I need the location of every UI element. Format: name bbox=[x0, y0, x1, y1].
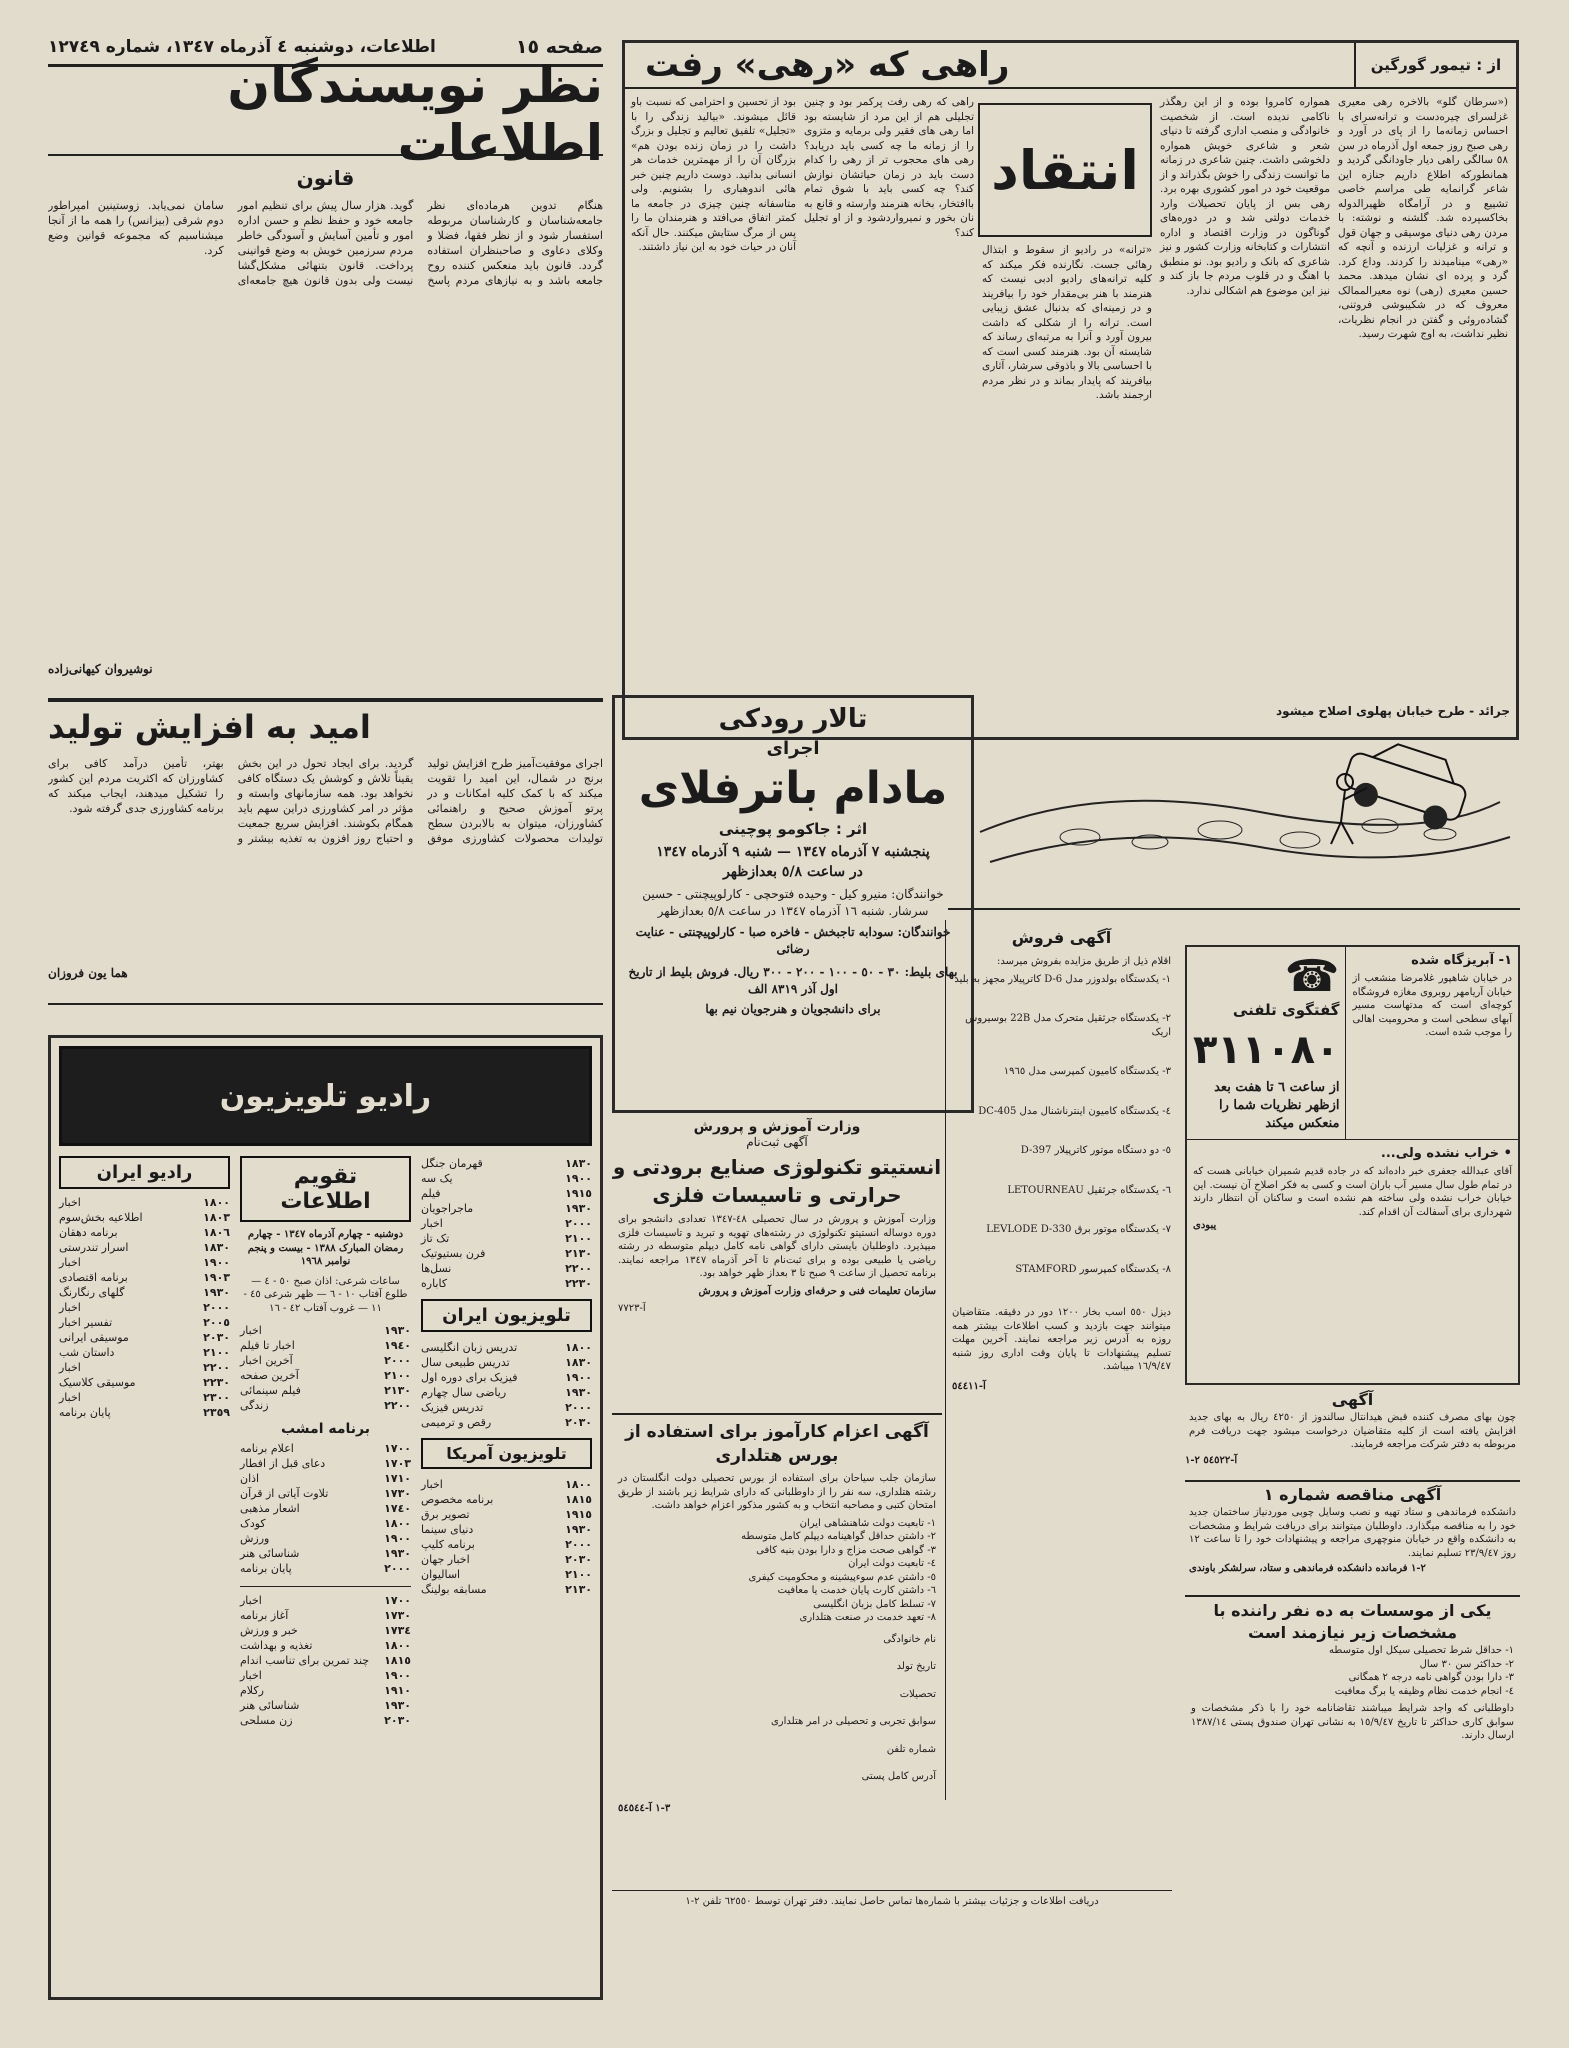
program-tonight-label: برنامه امشب bbox=[280, 1421, 371, 1437]
ministry-org: وزارت آموزش و پرورش bbox=[693, 1119, 861, 1135]
paper-info: اطلاعات، دوشنبه ٤ آذرماه ١٣٤٧، شماره ١٢٧٤٩ bbox=[48, 37, 436, 57]
program-row: ١٩٣٠ ماجراجویان bbox=[421, 1202, 592, 1215]
notice-body: چون بهای مصرف کننده قبض هیدانتال سالندوز از ٤٢٥٠ ریال به بهای جدید افزایش یافته است از کلیه متقاضیان درخواست میشود جهت دریافت فرم مربوطه به دفتر شرکت مراجعه فرمایند. bbox=[1189, 1412, 1516, 1450]
program-row: ١٩٠٠ اخبار bbox=[59, 1256, 230, 1269]
program-row: ٢٠٣٠ زن مسلحی bbox=[240, 1714, 411, 1727]
program-row: ١٧٤٠ اشعار مذهبی bbox=[240, 1502, 411, 1515]
tv-program-col-5 bbox=[240, 1586, 411, 1728]
program-row: ٢٠٣٠ رقص و ترمیمی bbox=[421, 1416, 592, 1429]
program-row: ١٩٤٠ اخبار تا فیلم bbox=[240, 1339, 411, 1352]
opera-dates: پنجشنبه ٧ آذرماه ١٣٤٧ — شنبه ٩ آذرماه ١٣٤٧ bbox=[656, 844, 930, 860]
opinion-signature: نوشیروان کیهانی‌زاده bbox=[48, 662, 153, 676]
program-row: ١٩١٠ رکلام bbox=[240, 1684, 411, 1697]
taqvim-date: دوشنبه - چهارم آذرماه ١٣٤٧ - چهارم رمضان المبارک ١٣٨٨ - بیست و پنجم نوامبر ١٩٦٨ bbox=[247, 1229, 404, 1267]
program-row: ١٧٠٣ دعای قبل از افطار bbox=[240, 1457, 411, 1470]
phone-item2-title: • خراب نشده ولی... bbox=[1380, 1146, 1512, 1161]
form-field: سوابق تجربی و تحصیلی در امر هتلداری bbox=[770, 1716, 936, 1727]
tv-america-logo: تلویزیون آمریکا bbox=[421, 1438, 592, 1469]
ministry-ad bbox=[612, 1115, 942, 1415]
tender-title: آگهی مناقصه شماره ١ bbox=[1263, 1485, 1442, 1504]
program-row: ٢١٣٠ فیلم سینمائی bbox=[240, 1384, 411, 1397]
production-body: اجرای موفقیت‌آمیز طرح افزایش تولید برنج در شمال، این امید را تقویت میکند که با کمک کلیه امکانات و در پرتو آموزش صحیح و راهنمائی کشاورزان، میتوان به بالابردن سطح تولیدات محصولات کشاورزی موفق گردید. برای ایجاد تحول در این بخش یقیناً تلاش و کوشش یک دستگاه کافی نخواهد بود. همه سازمانهای وابسته و مؤثر در امر کشاورزی دراین سهم باید همگام بکوشند. افزایش سریع جمعیت و احتیاج روز افزون به تغذیه بیشتر و بهتر، تأمین درآمد کافی برای کشاورزان که اکثریت مردم این کشور را تشکیل میدهند، ایجاب میکند که برنامه کشاورزی جدی گرفته شود. bbox=[48, 757, 603, 845]
sale-item: ٣- یکدستگاه کامیون کمپرسی مدل ١٩٦٥ bbox=[1003, 1066, 1171, 1077]
program-row: ١٧١٠ اذان bbox=[240, 1472, 411, 1485]
program-row: ٢٣٥٩ پایان برنامه bbox=[59, 1406, 230, 1419]
recruit-item: ٢- حداکثر سن ٣٠ سال bbox=[1419, 1658, 1514, 1670]
ministry-body: وزارت آموزش و پرورش در سال تحصیلی ٤٨-١٣٤٧ تعدادی دانشجو برای دوره دوساله انستیتو تکنولوژی در رشته‌های تهویه و تبرید و تاسیسات فلزی میپذیرد. داوطلبان بایستی دارای گواهی نامه کامل دیپلم متوسطه در رشته ریاضی یا طبیعی بوده و برای ثبت‌نام تا آخر آذرماه ١٣٤٧ مراجعه نمایند. برنامه تحصیل از ساعت ٩ صبح تا ٣ بعداز ظهر خواهد بود. bbox=[618, 1214, 936, 1279]
program-row: ١٨٠٠ کودک bbox=[240, 1517, 411, 1530]
program-row: ١٨٠٠ اخبار bbox=[59, 1196, 230, 1209]
tender-code: ٢-١ فرمانده دانشکده فرماندهی و ستاد، سرلشکر باوندی bbox=[1189, 1563, 1426, 1574]
program-row: ١٨٠٠ اخبار bbox=[421, 1478, 592, 1491]
opinion-body: هنگام تدوین هرماده‌ای نظر جامعه‌شناسان و کارشناسان مربوطه استفسار شود و از نظر فقها، فضلا و وکلای دعاوی و صاحبنظران استفاده گردد. قانون باید منعکس کننده روح جامعه باشد و به نیازهای مردم پاسخ گوید. هزار سال پیش برای تنظیم امور جامعه خود و حفظ نظم و حسن اداره امور و تأمین آسایش و آسودگی خاطر مردم سرزمین خویش به وضع قوانینی پرداخت. قانون بتنهائی مشکل‌گشا نیست ولی بدون قانون هیچ جامعه‌ای سامان نمی‌یابد. زوستینین امپراطور دوم شرقی (بیزانس) را همه ما از آنجا میشناسیم که مجموعه قوانین وضع کرد. bbox=[48, 199, 603, 287]
program-row: ١٧٣٤ خبر و ورزش bbox=[240, 1624, 411, 1637]
tv-radio-section bbox=[48, 1035, 603, 2000]
trainee-title: آگهی اعزام کارآموز برای استفاده از بورس هتلداری bbox=[625, 1422, 929, 1466]
section-label: انتقاد bbox=[991, 138, 1139, 202]
opera-name: مادام باترفلای bbox=[638, 763, 948, 814]
program-row: ٢٢٠٠ اخبار bbox=[59, 1361, 230, 1374]
program-row: ٢٠٣٠ اخبار جهان bbox=[421, 1553, 592, 1566]
bottom-note: دریافت اطلاعات و جزئیات بیشتر با شماره‌ها تماس حاصل نمایند. دفتر تهران توسط ٦٢٥٥٠ تلفن ٢-١ bbox=[612, 1890, 1172, 1909]
form-field: تحصیلات bbox=[899, 1688, 936, 1700]
tender-body: دانشکده فرماندهی و ستاد تهیه و نصب وسایل چوبی موردنیاز ساختمان جدید خود را به مناقصه میگذارد. داوطلبان میتوانند برای دریافت شرایط و مشخصات به دانشکده واقع در خیابان منوچهری مراجعه و پیشنهادات خود را تا ساعت ١٢ روز ٢٣/٩/٤٧ تسلیم نمایند. bbox=[1189, 1507, 1516, 1559]
phone-item1-title: ١- آبریزگاه شده bbox=[1411, 953, 1512, 968]
ministry-title: انستیتو تکنولوژی صنایع برودتی و حرارتی و تاسیسات فلزی bbox=[612, 1155, 942, 1207]
phone-signature: یبودی bbox=[1193, 1220, 1217, 1231]
program-row: ٢١٠٠ آخرین صفحه bbox=[240, 1369, 411, 1382]
opinion-banner: نظر نویسندگان اطلاعات bbox=[48, 74, 603, 156]
program-row: ١٩٠٠ اخبار bbox=[240, 1669, 411, 1682]
recruit-item: ١- حداقل شرط تحصیلی سیکل اول متوسطه bbox=[1329, 1645, 1514, 1656]
taqvim-prayer: ساعات شرعی: اذان صبح ٥٠ - ٤ — طلوع آفتاب ١٠ - ٦ — ظهر شرعی ٤٥ - ١١ — غروب آفتاب ٤٢ - ١٦ bbox=[243, 1275, 408, 1314]
section-badge bbox=[978, 103, 1152, 237]
notice-title: آگهی bbox=[1331, 1390, 1374, 1409]
recruit-ad bbox=[1185, 1600, 1520, 1800]
program-row: ٢١٠٠ اسالیوان bbox=[421, 1568, 592, 1581]
program-row: ١٨٠٣ اطلاعیه بخش‌سوم bbox=[59, 1211, 230, 1224]
trainee-code: ٣-١ آ-٥٤٥٤٤ bbox=[618, 1802, 671, 1814]
page-number: صفحه ١٥ bbox=[515, 36, 603, 58]
recruit-body: داوطلبانی که واجد شرایط میباشند تقاضانامه خود را با ذکر مشخصات و سوابق کاری حداکثر تا تاریخ ١٥/٩/٤٧ به نشانی تهران صندوق پستی ١٣٨٧/١٤ ارسال دارند. bbox=[1191, 1703, 1514, 1741]
trainee-condition: ٥- داشتن عدم سوءپیشینه و محکومیت کیفری bbox=[748, 1571, 936, 1583]
ministry-footer: سازمان تعلیمات فنی و حرفه‌ای وزارت آموزش و پرورش bbox=[698, 1285, 936, 1297]
sale-title: آگهی فروش bbox=[1011, 928, 1112, 947]
notice-code: آ-٥٤٥٢٢ ٢-١ bbox=[1185, 1454, 1238, 1466]
ministry-code: آ-٧٧٢٣ bbox=[618, 1303, 646, 1314]
program-row: ١٩٠٣ برنامه اقتصادی bbox=[59, 1271, 230, 1284]
program-row: ١٩٠٠ ورزش bbox=[240, 1532, 411, 1545]
sale-item: ٥- دو دستگاه موتور کاترپیلار D-397 bbox=[1020, 1145, 1171, 1156]
tv-program-col-c bbox=[421, 1477, 592, 1597]
sale-item: ٦- یکدستگاه جرثقیل LETOURNEAU bbox=[1007, 1184, 1171, 1196]
production-signature: هما یون فروزان bbox=[48, 966, 128, 980]
trainee-condition: ٤- تابعیت دولت ایران bbox=[848, 1558, 936, 1569]
program-row: ٢١٣٠ مسابقه بولینگ bbox=[421, 1583, 592, 1596]
program-row: ١٩٠٠ یک سه bbox=[421, 1172, 592, 1185]
program-row: ٢١٠٠ تک تاز bbox=[421, 1232, 592, 1245]
program-row: ١٨٠٦ برنامه دهقان bbox=[59, 1226, 230, 1239]
program-row: ١٨٣٠ قهرمان جنگل bbox=[421, 1157, 592, 1170]
recruit-item: ٤- انجام خدمت نظام وظیفه یا برگ معافیت bbox=[1334, 1685, 1514, 1697]
tv-iran-logo: تلویزیون ایران bbox=[421, 1299, 592, 1332]
program-row: ٢٠٠٠ پایان برنامه bbox=[240, 1562, 411, 1575]
program-row: ١٧٠٠ اخبار bbox=[240, 1594, 411, 1607]
form-field: نام خانوادگی bbox=[883, 1633, 936, 1645]
phone-item2: آقای عبدالله جعفری خبر داده‌اند که در جاده قدیم شمیران خیابانی هست که در تمام طول سال مسیر آب باران است و کسی به فکر اصلاح آن نیست. این خیابان خراب نشده ولی ساخته هم نشده است و ساکنان آن انتظار دارند شهرداری برای آسفالت آن اقدام کند. bbox=[1193, 1166, 1512, 1218]
trainee-condition: ٦- داشتن کارت پایان خدمت یا معافیت bbox=[777, 1585, 936, 1596]
program-row: ١٨٠٠ تدریس زبان انگلیسی bbox=[421, 1341, 592, 1354]
radio-tv-logo bbox=[59, 1046, 592, 1146]
form-field: شماره تلفن bbox=[886, 1743, 936, 1755]
program-row: ١٩٣٠ شناسائی هنر bbox=[240, 1547, 411, 1560]
hall-for: اجرای bbox=[766, 738, 820, 759]
trainee-ad bbox=[612, 1420, 942, 1890]
program-row: ٢٠٠٠ اخبار bbox=[59, 1301, 230, 1314]
production-article bbox=[48, 700, 603, 1005]
trainee-body: سازمان جلب سیاحان برای استفاده از بورس تحصیلی دولت انگلستان در رشته هتلداری، سه نفر را از داوطلبانی که دارای شرایط زیر باشند از طریق امتحان کتبی و مصاحبه انتخاب و به کشور مذکور اعزام خواهد داشت. bbox=[618, 1473, 936, 1511]
program-row: ١٩٣٠ دنیای سینما bbox=[421, 1523, 592, 1536]
sale-code: آ-٥٤٤١١ bbox=[952, 1380, 986, 1392]
article-col-2: همواره کامروا بوده و از این رهگذر ناکامی ندیده است. از شخصیت خانوادگی و منصب اداری گرفته تا دنیای شعر و شاعری خویش همواره دلخوشی داشت. چنین شاعری در زمانه ما توانست زندگی را خوش بگذراند و از موقعیت خود در امور کشوری بهره برد. رهی بس از پایان تحصیلات وارد خدمات دولتی شد و در دوره‌های گوناگون در وزارت اقتصاد و اداره انتشارات و کتابخانه وزارت کشور و نیز شاعری که بانک و رادیو بود. نو منطبق با اهنگ و در قلوب مردم جا باز کند و نیز این موضوع هم اشکالی ندارد. bbox=[1160, 96, 1330, 297]
program-row: ١٨٣٠ اسرار تندرستی bbox=[59, 1241, 230, 1254]
form-field: آدرس کامل پستی bbox=[861, 1771, 936, 1782]
program-row: ١٨٣٠ تدریس طبیعی سال bbox=[421, 1356, 592, 1369]
trainee-conditions bbox=[612, 1517, 942, 1625]
article-title: راهی که «رهی» رفت bbox=[645, 45, 1010, 85]
article-col-4: راهی که رهی رفت پرکمر بود و چنین تجلیلی هم از این مرد از شایسته بود اما رهی های فقیر ولی برمایه و متزوی را از زمانه ما چه کسی باید دریابد؟ رهی های محجوب تر از رهی را کدام دست باید در زمان حیاتشان نوازش کند؟ چه کسی باید با شوق تمام باافتخار، بخانه هنرمند وارسته و قانع به نان بخور و نمیرواردشود و از او تجلیل کند؟ bbox=[804, 96, 974, 239]
phone-hours: از ساعت ٦ تا هفت بعد ازظهر نظریات شما را منعکس میکند bbox=[1214, 1080, 1340, 1131]
production-title: امید به افزایش تولید bbox=[48, 708, 371, 746]
program-row: ١٩٣٠ ریاضی سال چهارم bbox=[421, 1386, 592, 1399]
article-author: از : تیمور گورگین bbox=[1354, 43, 1516, 87]
opinion-subtitle: قانون bbox=[296, 166, 355, 190]
sale-item: ٤- یکدستگاه کامیون اینترناشنال مدل DC-405 bbox=[978, 1105, 1171, 1117]
radio-tv-label: رادیو تلویزیون bbox=[219, 1078, 432, 1114]
recruit-title: یکی از موسسات به ده نفر راننده با مشخصات زیر نیازمند است bbox=[1213, 1601, 1492, 1642]
program-row: ٢٠٠٥ تفسیر اخبار bbox=[59, 1316, 230, 1329]
program-row: ١٧٣٠ تلاوت آیاتی از قرآن bbox=[240, 1487, 411, 1500]
program-row: ١٧٠٠ اعلام برنامه bbox=[240, 1442, 411, 1455]
program-row: ١٩٣٠ اخبار bbox=[240, 1324, 411, 1337]
program-row: ٢٣٠٠ اخبار bbox=[59, 1391, 230, 1404]
program-row: ١٧٣٠ آغاز برنامه bbox=[240, 1609, 411, 1622]
program-row: ١٨١٥ چند تمرین برای تناسب اندام bbox=[240, 1654, 411, 1667]
ministry-kind: آگهی ثبت‌نام bbox=[746, 1135, 808, 1149]
program-row: ١٨٠٠ تغذیه و بهداشت bbox=[240, 1639, 411, 1652]
taqvim-title: تقویم اطلاعات bbox=[240, 1156, 411, 1222]
opera-singers-2: خوانندگان: سودابه تاجبخش - فاخره صبا - کارلوپیچنتی - عنایت رضائی bbox=[635, 925, 951, 956]
tv-program-col-b bbox=[421, 1340, 592, 1430]
sale-item: ٧- یکدستگاه موتور برق LEVLODE D-330 bbox=[986, 1224, 1171, 1235]
tv-program-col-2b bbox=[240, 1441, 411, 1576]
tender-ad bbox=[1185, 1485, 1520, 1597]
sale-ad bbox=[945, 920, 1177, 1800]
program-row: ١٩٣٠ گلهای رنگارنگ bbox=[59, 1286, 230, 1299]
program-row: ٢٢٣٠ موسیقی کلاسیک bbox=[59, 1376, 230, 1389]
sale-item: ٢- یکدستگاه جرثقیل متحرک مدل 22B بوسیروس اریک bbox=[965, 1013, 1171, 1038]
cartoon-caption: جرائد - طرح خیابان پهلوی اصلاح میشود bbox=[1276, 704, 1510, 718]
radio-program-col bbox=[59, 1195, 230, 1420]
article-col-5: بود از تحسین و احترامی که نسبت باو قائل میشوند. «بیالید زندگی را با «تجلیل» تلفیق تعالیم و تجلیل و بزرگ داشت را در زمان زنده بودن هم» بزرگان آن را از مهمترین خدمات هر انسانی بدانید. دوست داریم چنین خبر هائی اندوهباری را بشنویم. ولی متاسفانه چنین چیزی در جامعه ما کمتر اتفاق می‌افتد و هنرمندان ما را پس از مرگ ستایش میکنند. حال آنکه آنان در حیات خود به این نیاز داشتند. bbox=[631, 96, 796, 253]
program-row: ٢١٣٠ فرن بستیوتیک bbox=[421, 1247, 592, 1260]
tv-program-col-2 bbox=[240, 1323, 411, 1413]
article-col-3: «ترانه» در رادیو از سقوط و ابتذال رهائی جست. نگارنده فکر میکند که کلیه ترانه‌های رادیو ادبی نیست که هنرمند با هنر بی‌مقدار خود را بیافریند و در زمینه‌ای که بدنبال عشق زیبایی است. ترانه را از شکلی که داشت بیرون آورد و آنرا به مرتبه‌ای رساند که شایسته آن بود. هنرمند کسی است که با احساسی بالا و باذوقی سرشار، آثاری بیافریند که پایدار بماند و در نظر مردم ارجمند باشد. bbox=[982, 244, 1152, 401]
trainee-condition: ١- تابعیت دولت شاهنشاهی ایران bbox=[799, 1517, 936, 1529]
article-col-1: («سرطان گلو» بالاخره رهی معیری غزلسرای چیره‌دست و ترانه‌سرای با احساس زمانه‌ما را از پای در آورد و رهی صبح روز جمعه اول آذرماه در سن ٥٨ سالگی راهی دیار جاودانگی گردید و همانطورکه اطلاع داریم جنازه این شاعر گرانمایه طی مراسم خاصی تشییع و در آرامگاه ظهیرالدوله بخاکسپرده شد. گلشنه و نوشته: با مردن رهی دنیای موسیقی و جهان قول و ترانه و غزلیات ارزنده و آنچه که «رهی» مینامیدند را کردند. وداع کرد. گرد و پرده ای نشان میدهد. محمد حسین معیری (رهی) نوه معیرالممالک معروف که در شکیبوشی فروتنی، گشاده‌روئی و گفتن در انجام نظریات، نظیر نداشت، به اوج شهرت رسید. bbox=[1338, 96, 1508, 340]
phone-number: ٣١١٠٨٠ bbox=[1193, 1027, 1340, 1073]
phone-item1: در خیابان شاهپور غلامرضا منشعب از خیابان آریامهر روبروی مغازه فروشگاه کوچه‌ای است که مدتهاست مسیر آبهای سطحی است و محرومیت اهالی را موجب شده است. bbox=[1352, 973, 1512, 1038]
trainee-condition: ٢- داشتن حداقل گواهینامه دیپلم کامل متوسطه bbox=[741, 1531, 936, 1542]
sale-item: ٨- یکدستگاه کمپرسور STAMFORD bbox=[1015, 1263, 1171, 1275]
opera-time: در ساعت ٥/٨ بعدازظهر bbox=[723, 864, 863, 880]
sale-body: دیزل ٥٥٠ اسب بخار ١٢٠٠ دور در دقیقه. متقاضیان میتوانند جهت بازدید و کسب اطلاعات بیشتر همه روزه به آدرس زیر مراجعه نمایند. آخرین مهلت تسلیم پیشنهادات تا پایان وقت اداری روز شنبه ١٦/٩/٤٧ میباشد. bbox=[952, 1307, 1171, 1372]
program-row: ٢٠٠٠ برنامه کلیپ bbox=[421, 1538, 592, 1551]
program-row: ١٩١٥ تصویر برق bbox=[421, 1508, 592, 1521]
car-on-road-illustration bbox=[960, 722, 1520, 892]
recruit-item: ٣- دارا بودن گواهی نامه درجه ٢ همگانی bbox=[1348, 1672, 1514, 1683]
phone-icon: ☎ bbox=[1284, 951, 1340, 1002]
program-row: ٢٠٠٠ آخرین اخبار bbox=[240, 1354, 411, 1367]
opinion-section bbox=[48, 56, 603, 689]
sale-items bbox=[946, 969, 1177, 1307]
program-row: ١٩٠٠ فیزیک برای دوره اول bbox=[421, 1371, 592, 1384]
program-row: ١٩٣٠ شناسائی هنر bbox=[240, 1699, 411, 1712]
sale-item: ١- یکدستگاه بولدوزر مدل D-6 کاترپیلار مجهز به بلید bbox=[954, 973, 1171, 985]
main-article bbox=[622, 40, 1519, 740]
trainee-condition: ٣- گواهی صحت مزاج و دارا بودن بنیه کافی bbox=[756, 1544, 936, 1556]
hall-name: تالار رودکی bbox=[718, 704, 868, 734]
opera-singers: خوانندگان: منیرو کیل - وحیده فتوحچی - کارلوپیچنتی - حسین سرشار. شنبه ١٦ آذرماه ١٣٤٧ در ساعت ٥/٨ بعدازظهر bbox=[642, 887, 944, 918]
program-row: ١٨١٥ برنامه مخصوص bbox=[421, 1493, 592, 1506]
trainee-condition: ٧- تسلط کامل بزبان انگلیسی bbox=[813, 1598, 936, 1610]
opera-composer: اثر : جاکومو پوچینی bbox=[718, 820, 868, 838]
program-row: ٢١٠٠ داستان شب bbox=[59, 1346, 230, 1359]
student-discount: برای دانشجویان و هنرجویان نیم بها bbox=[705, 1002, 881, 1016]
ticket-price: بهای بلیط: ٣٠ - ٥٠ - ١٠٠ - ٢٠٠ - ٣٠٠ ریال. فروش بلیط از تاریخ اول آذر ٨٣١٩ الف bbox=[628, 965, 958, 996]
program-row: ٢٢٠٠ نسل‌ها bbox=[421, 1262, 592, 1275]
trainee-form bbox=[612, 1625, 942, 1802]
rudaki-ad bbox=[612, 695, 974, 1113]
tv-program-col bbox=[421, 1156, 592, 1291]
form-field: تاریخ تولد bbox=[896, 1661, 936, 1672]
radio-iran-logo: رادیو ایران bbox=[59, 1156, 230, 1189]
sale-intro: اقلام ذیل از طریق مزایده بفروش میرسد: bbox=[996, 956, 1171, 967]
program-row: ٢٢٣٠ کاباره bbox=[421, 1277, 592, 1290]
program-row: ٢٠٠٠ تدریس فیزیک bbox=[421, 1401, 592, 1414]
program-row: ١٩١٥ فیلم bbox=[421, 1187, 592, 1200]
notice-ad bbox=[1185, 1390, 1520, 1482]
phone-label: گفتگوی تلفنی bbox=[1232, 1001, 1340, 1019]
program-row: ٢٢٠٠ زندگی bbox=[240, 1399, 411, 1412]
program-row: ٢٠٠٠ اخبار bbox=[421, 1217, 592, 1230]
program-row: ٢٠٣٠ موسیقی ایرانی bbox=[59, 1331, 230, 1344]
cartoon bbox=[948, 700, 1520, 910]
phone-column bbox=[1185, 945, 1520, 1385]
trainee-condition: ٨- تعهد خدمت در صنعت هتلداری bbox=[799, 1612, 936, 1623]
